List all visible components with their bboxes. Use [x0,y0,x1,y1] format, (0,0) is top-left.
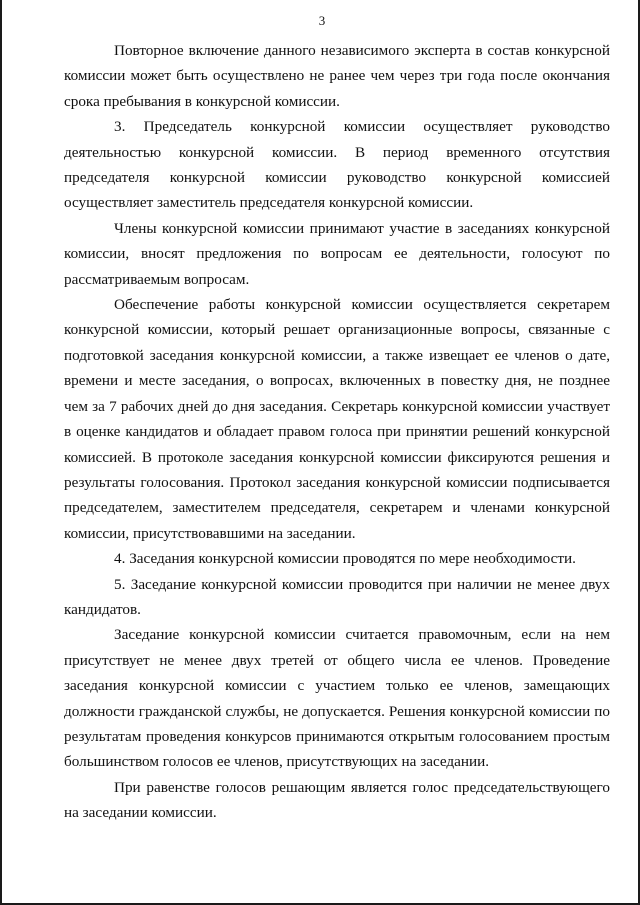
paragraph-expert-reinclusion: Повторное включение данного независимого эксперта в состав конкурсной комиссии может быть осуществлено не ранее чем через три года после окончания срока пребывания в конкурсной комиссии. [64,42,610,110]
paragraph-secretary-duties: Обеспечение работы конкурсной комиссии осуществляется секретарем конкурсной комиссии, который решает организационные вопросы, связанные с подготовкой заседания конкурсной комиссии, а также извещает ее членов о дате, времени и месте заседания, о вопросах, включенных в повестку дня, не позднее чем за 7 рабочих дней до дня заседания. Секретарь конкурсной комиссии участвует в оценке кандидатов и обладает правом голоса при принятии решений конкурсной комиссией. В протоколе заседания конкурсной комиссии фиксируются решения и результаты голосования. Протокол заседания конкурсной комиссии подписывается председателем, заместителем председателя, секретарем и членами конкурсной комиссии, присутствовавшими на заседании. [64,296,610,542]
page-number: 3 [318,13,326,28]
paragraph-meetings-frequency: 4. Заседания конкурсной комиссии проводятся по мере необходимости. [114,550,576,568]
paragraph-chairman-duties: 3. Председатель конкурсной комиссии осуществляет руководство деятельностью конкурсной комиссии. В период временного отсутствия председателя конкурсной комиссии руководство конкурсной комиссией осуществляет заместитель председателя конкурсной комиссии. [64,118,610,212]
paragraph-members-participation: Члены конкурсной комиссии принимают участие в заседаниях конкурсной комиссии, вносят предложения по вопросам ее деятельности, голосуют по рассматриваемым вопросам. [64,219,610,288]
paragraph-meeting-quorum-candidates: 5. Заседание конкурсной комиссии проводится при наличии не менее двух кандидатов. [64,575,610,618]
paragraph-meeting-validity: Заседание конкурсной комиссии считается правомочным, если на нем присутствует не менее двух третей от общего числа ее членов. Проведение заседания конкурсной комиссии с участием только ее членов, замещающих должности гражданской службы, не допускается. Решения конкурсной комиссии по результатам проведения конкурсов принимаются открытым голосованием простым большинством голосов ее членов, присутствующих на заседании. [64,626,610,771]
document-body [64,38,610,826]
paragraph-tie-vote: При равенстве голосов решающим является голос председательствующего на заседании комиссии. [64,778,610,822]
